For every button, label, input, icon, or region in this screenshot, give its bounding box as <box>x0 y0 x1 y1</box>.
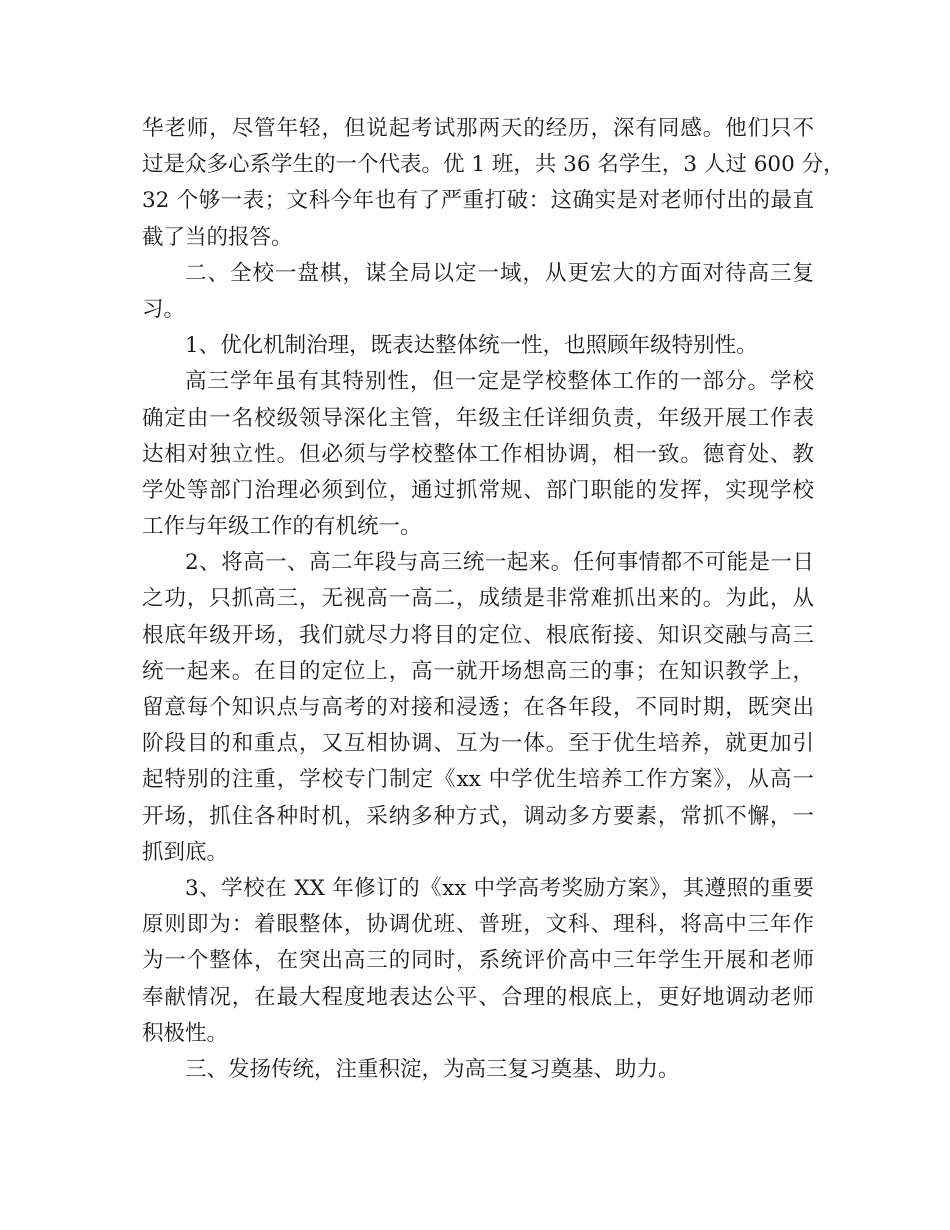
text-line: 根底年级开场，我们就尽力将目的定位、根底衔接、知识交融与高三 <box>142 622 814 648</box>
text-line: 统一起来。在目的定位上，高一就开场想高三的事；在知识教学上， <box>142 658 814 684</box>
text-line: 抓到底。 <box>142 839 229 865</box>
text-line: 原则即为：着眼整体，协调优班、普班，文科、理科，将高中三年作 <box>142 912 814 938</box>
text-line: 3、学校在 XX 年修订的《xx 中学高考奖励方案》，其遵照的重要 <box>185 875 814 901</box>
text-line: 1、优化机制治理，既表达整体统一性，也照顾年级特别性。 <box>185 333 758 359</box>
text-line: 确定由一名校级领导深化主管，年级主任详细负责，年级开展工作表 <box>142 405 814 431</box>
text-line: 起特别的注重，学校专门制定《xx 中学优生培养工作方案》，从高一 <box>142 767 814 793</box>
text-line: 过是众多心系学生的一个代表。优 1 班，共 36 名学生，3 人过 600 分， <box>142 152 845 178</box>
text-line: 2、将高一、高二年段与高三统一起来。任何事情都不可能是一日 <box>185 550 814 576</box>
text-line: 之功，只抓高三，无视高一高二，成绩是非常难抓出来的。为此，从 <box>142 586 814 612</box>
text-line: 奉献情况，在最大程度地表达公平、合理的根底上，更好地调动老师 <box>142 984 814 1010</box>
text-line: 三、发扬传统，注重积淀，为高三复习奠基、助力。 <box>185 1056 680 1082</box>
text-line: 32 个够一表；文科今年也有了严重打破：这确实是对老师付出的最直 <box>142 188 814 214</box>
text-line: 习。 <box>142 296 186 322</box>
text-line: 华老师，尽管年轻，但说起考试那两天的经历，深有同感。他们只不 <box>142 116 814 141</box>
text-line: 高三学年虽有其特别性，但一定是学校整体工作的一部分。学校 <box>185 369 814 395</box>
text-line: 留意每个知识点与高考的对接和浸透；在各年段，不同时期，既突出 <box>142 695 814 720</box>
text-line: 工作与年级工作的有机统一。 <box>142 514 422 540</box>
text-line: 为一个整体，在突出高三的同时，系统评价高中三年学生开展和老师 <box>142 948 814 974</box>
text-line: 二、全校一盘棋，谋全局以定一域，从更宏大的方面对待高三复 <box>185 260 814 286</box>
text-line: 阶段目的和重点，又互相协调、互为一体。至于优生培养，就更加引 <box>142 731 814 757</box>
text-line: 达相对独立性。但必须与学校整体工作相协调，相一致。德育处、教 <box>142 441 814 467</box>
text-line: 学处等部门治理必须到位，通过抓常规、部门职能的发挥，实现学校 <box>142 477 814 503</box>
text-line: 积极性。 <box>142 1020 229 1046</box>
text-line: 截了当的报答。 <box>142 224 293 250</box>
text-line: 开场，抓住各种时机，采纳多种方式，调动多方要素，常抓不懈，一 <box>142 803 814 829</box>
document-body <box>142 111 845 1088</box>
